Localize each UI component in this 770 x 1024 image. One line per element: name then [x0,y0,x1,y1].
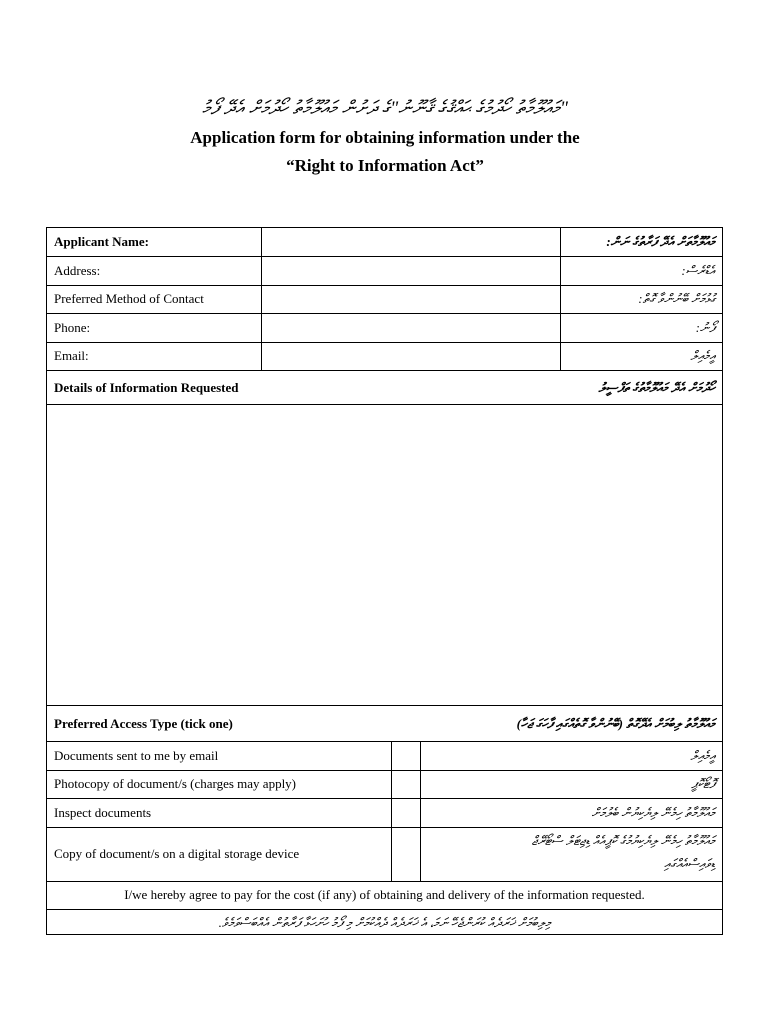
agreement-text-dhivehi: މިލިބުމަށް ޚަރަދެއް ކުރަންޖެހޭ ނަމަ، އެ ޚަރަދެއް ދެއްކުމަށް މި ފޯމު ހުށަހަޅާ ފަރާތުން އެއްބަސްވަމެވެ. [218,915,551,930]
row-divider [47,705,722,706]
option-photocopy-label-dhivehi: ފޮޓޯކޮޕީ [691,776,715,791]
email-label-dhivehi: އީމެއިލް [690,348,715,363]
option-photocopy-checkbox[interactable] [392,771,420,798]
option-inspect-label-dhivehi: މައުލޫމާތު ހިމެނޭ ލިޔެކިޔުން ބެލުމަށް [591,805,715,820]
row-divider [47,827,722,828]
details-text-area[interactable] [48,405,722,705]
option-inspect-checkbox[interactable] [392,799,420,827]
application-form-table [46,227,723,935]
applicant-name-label-dhivehi: މައުލޫމާތަށް އެދޭ ފަރާތުގެ ނަން: [606,234,715,249]
option-digital-copy-checkbox[interactable] [392,828,420,881]
phone-label-dhivehi: ފޯނު: [695,320,715,335]
address-field[interactable] [262,257,559,285]
applicant-name-label: Applicant Name: [54,234,149,249]
form-title-dhivehi: "މައުލޫމާތު ހޯދުމުގެ ޙައްޤުގެ ޤާނޫނު"ގެ ދަށުން މައުލޫމާތު ހޯދުމަށް އެދޭ ފޯމު [202,98,568,119]
option-email-label-dhivehi: އީމެއިލް [690,748,715,763]
access-type-label-dhivehi: މައުލޫމާތު ލިބުމަށް އެދޭގޮތް (ބޭނުންވާ ގޮތެއްގައި ފާހަގަ ޖަހާ) [516,716,715,731]
column-divider [420,741,421,881]
applicant-name-field[interactable] [262,229,559,256]
row-divider [47,370,722,371]
row-divider [47,798,722,799]
agreement-text: I/we hereby agree to pay for the cost (if any) of obtaining and delivery of the information requested. [124,887,645,902]
address-label-dhivehi: އެޑްރެސް: [681,263,715,278]
contact-method-label: Preferred Method of Contact [54,291,204,306]
option-email-label: Documents sent to me by email [54,748,219,763]
contact-method-field[interactable] [262,286,559,313]
option-photocopy-label: Photocopy of document/s (charges may apply) [54,776,297,791]
form-title-line-1: Application form for obtaining information under the [190,128,580,147]
row-divider [47,881,722,882]
contact-method-label-dhivehi: ގުޅުމަށް ބޭނުންވާ ގޮތް: [638,291,715,306]
details-label-dhivehi: ހޯދުމަށް އެދޭ މައުލޫމާތުގެ ތަފްސީލު [598,380,715,395]
phone-field[interactable] [262,314,559,342]
access-type-label: Preferred Access Type (tick one) [54,716,233,731]
phone-label: Phone: [54,320,91,335]
option-digital-copy-label-dhivehi-1: މައުލޫމާތު ހިމެނޭ ލިޔެކިޔުމުގެ ކޮޕީއެއް ޑިޖިޓަލް ސްޓޯރޭޖް [531,833,715,848]
form-title-line-2: “Right to Information Act” [286,156,484,175]
row-divider [47,741,722,742]
address-label: Address: [54,263,101,278]
email-label: Email: [54,348,89,363]
option-digital-copy-label-dhivehi-2: ޑިވައިސްއެއްގައި [664,856,715,871]
details-label: Details of Information Requested [54,380,239,395]
email-field[interactable] [262,343,559,370]
column-divider [560,228,561,370]
row-divider [47,770,722,771]
row-divider [47,909,722,910]
option-inspect-label: Inspect documents [54,805,152,820]
option-digital-copy-label: Copy of document/s on a digital storage device [54,846,300,861]
option-email-checkbox[interactable] [392,742,420,770]
